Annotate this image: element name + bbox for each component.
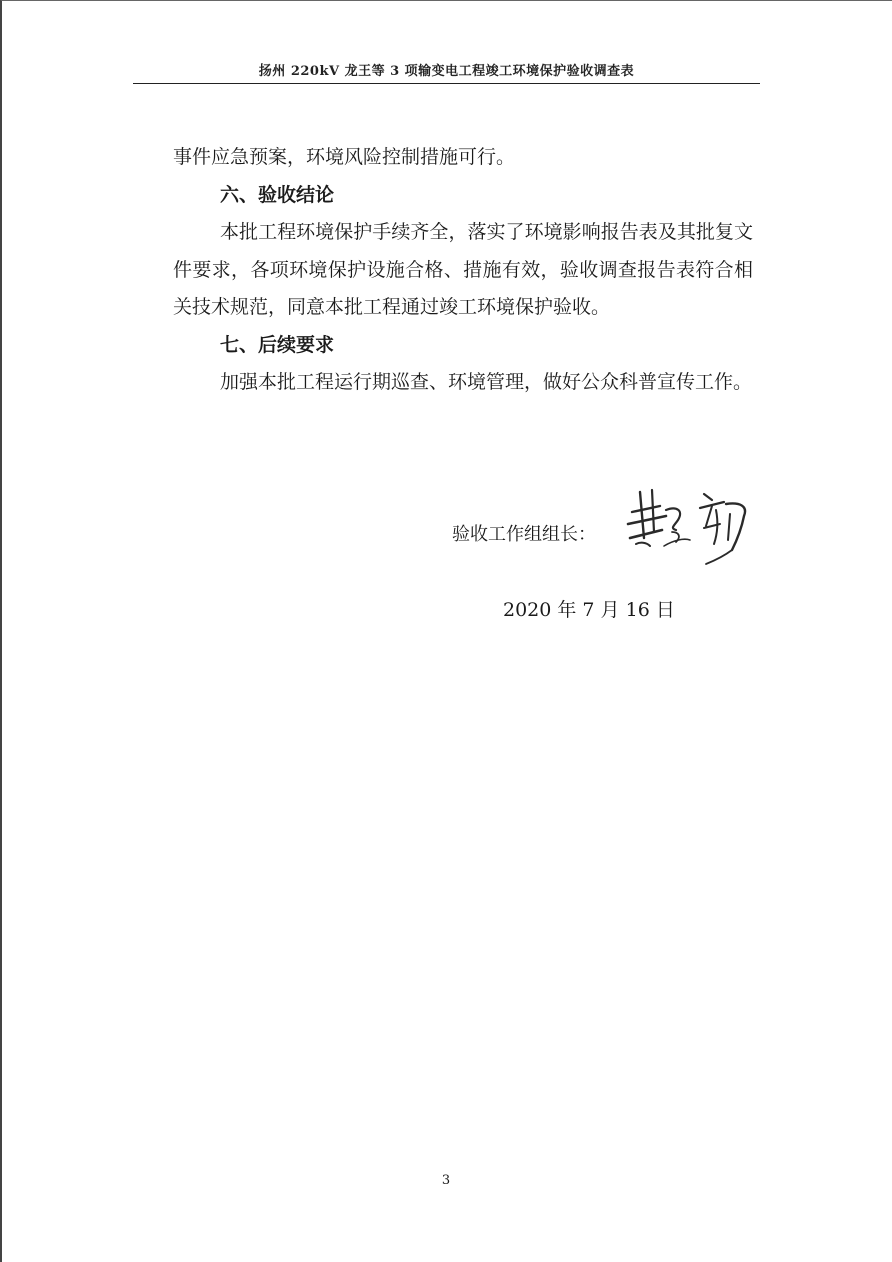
document-header: 扬州 220kV 龙王等 3 项输变电工程竣工环境保护验收调查表 <box>258 64 635 79</box>
handwritten-signature <box>620 480 760 570</box>
paragraph-continued: 事件应急预案，环境风险控制措施可行。 <box>173 146 516 168</box>
section-heading-conclusion: 六、验收结论 <box>220 183 335 206</box>
paragraph-follow-up: 加强本批工程运行期巡查、环境管理，做好公众科普宣传工作。 <box>220 371 753 393</box>
paragraph-conclusion: 本批工程环境保护手续齐全，落实了环境影响报告表及其批复文件要求，各项环境保护设施合格、措施有效，验收调查报告表符合相关技术规范，同意本批工程通过竣工环境保护验收。 <box>173 221 753 318</box>
document-date: 2020 年 7 月 16 日 <box>503 599 675 621</box>
signoff-label: 验收工作组组长： <box>452 524 596 545</box>
document-body <box>173 139 753 402</box>
section-heading-follow-up: 七、后续要求 <box>220 333 335 356</box>
header-rule <box>133 83 760 84</box>
page-number: 3 <box>441 1173 451 1188</box>
